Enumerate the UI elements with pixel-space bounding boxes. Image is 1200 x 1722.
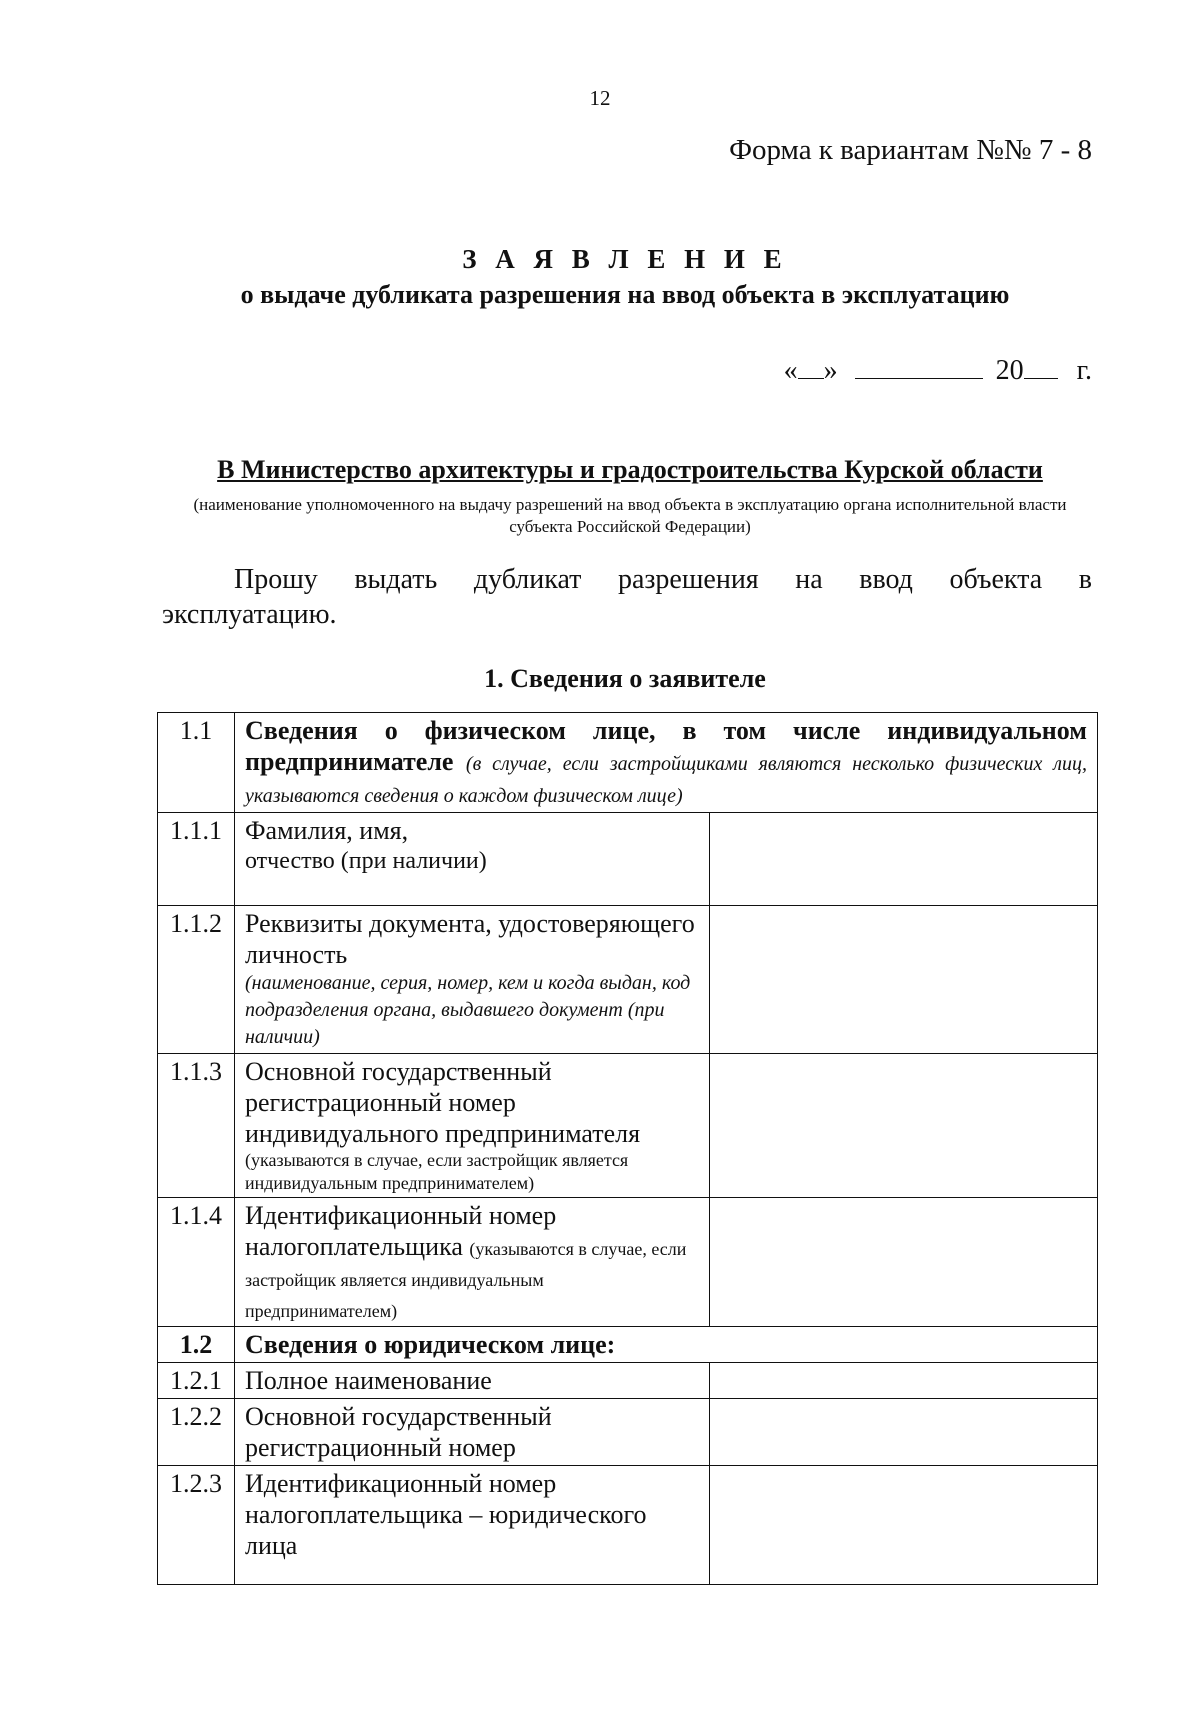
table-row xyxy=(158,1363,1098,1399)
month-blank[interactable] xyxy=(855,354,983,379)
table-row xyxy=(158,1466,1098,1585)
row-number: 1.1.3 xyxy=(158,1054,235,1198)
request-line-2: эксплуатацию. xyxy=(162,599,337,630)
authority-note: (наименование уполномоченного на выдачу разрешений на ввод объекта в эксплуатацию органа исполнительной власти субъекта Российской Федерации) xyxy=(193,495,1067,536)
row-number: 1.1.1 xyxy=(158,813,235,906)
row-number: 1.1 xyxy=(158,713,235,813)
year-blank[interactable] xyxy=(1024,354,1058,379)
request-word: на xyxy=(795,564,823,595)
identity-document-field[interactable] xyxy=(710,906,1098,1054)
authority-name: В Министерство архитектуры и градостроительства Курской области xyxy=(217,455,1043,484)
request-word: Прошу xyxy=(234,564,318,595)
table-row xyxy=(158,906,1098,1054)
row-label-line: отчество (при наличии) xyxy=(245,848,487,874)
row-number: 1.2.2 xyxy=(158,1399,235,1466)
table-row xyxy=(158,713,1098,813)
ogrn-field[interactable] xyxy=(710,1399,1098,1466)
row-label xyxy=(235,713,1098,813)
request-word: дубликат xyxy=(473,564,582,595)
form-reference: Форма к вариантам №№ 7 - 8 xyxy=(729,134,1092,166)
date-open-quote: « xyxy=(783,355,798,386)
day-blank[interactable] xyxy=(798,354,824,379)
ogrnip-field[interactable] xyxy=(710,1054,1098,1198)
row-label-text: Основной государственный регистрационный номер индивидуального предпринимателя xyxy=(245,1057,641,1148)
row-label xyxy=(235,1198,710,1327)
full-company-name-field[interactable] xyxy=(710,1363,1098,1399)
full-name-field[interactable] xyxy=(710,813,1098,906)
request-word: разрешения xyxy=(617,564,759,595)
row-number: 1.1.2 xyxy=(158,906,235,1054)
inn-individual-field[interactable] xyxy=(710,1198,1098,1327)
row-title: Сведения о физическом лице, в том числе индивидуальном предпринимателе xyxy=(245,716,1087,776)
document-title: З А Я В Л Е Н И Е xyxy=(462,244,788,274)
table-row xyxy=(158,1054,1098,1198)
request-line-1 xyxy=(162,562,1092,597)
row-label-text: Реквизиты документа, удостоверяющего личность xyxy=(245,909,695,969)
table-row xyxy=(158,1198,1098,1327)
page-number: 12 xyxy=(589,86,611,110)
row-note: (указываются в случае, если застройщик является индивидуальным предпринимателем) xyxy=(245,1239,687,1321)
year-suffix: г. xyxy=(1076,355,1092,386)
row-number: 1.2.1 xyxy=(158,1363,235,1399)
row-label-line: Фамилия, имя, xyxy=(245,816,409,845)
row-label-text: Основной государственный регистрационный номер xyxy=(235,1399,710,1466)
row-title: Сведения о юридическом лице: xyxy=(235,1327,1098,1363)
applicant-table xyxy=(157,712,1098,1585)
row-label-text: Идентификационный номер налогоплательщика xyxy=(245,1201,557,1261)
table-row xyxy=(158,1399,1098,1466)
inn-company-field[interactable] xyxy=(710,1466,1098,1585)
row-label xyxy=(235,1054,710,1198)
year-prefix: 20 xyxy=(995,355,1024,386)
request-text xyxy=(162,562,1092,632)
row-note: (указываются в случае, если застройщик является индивидуальным предпринимателем) xyxy=(245,1150,629,1193)
request-word: выдать xyxy=(354,564,438,595)
date-line xyxy=(784,354,1092,387)
row-number: 1.1.4 xyxy=(158,1198,235,1327)
row-label-text: Полное наименование xyxy=(235,1363,710,1399)
request-word: ввод xyxy=(859,564,913,595)
row-note: (наименование, серия, номер, кем и когда выдан, код подразделения органа, выдавшего документ (при наличии) xyxy=(245,972,691,1048)
row-note: (в случае, если застройщиками являются несколько физических лиц, указываются сведения о каждом физическом лице) xyxy=(245,753,1087,807)
row-number: 1.2.3 xyxy=(158,1466,235,1585)
table-row xyxy=(158,1327,1098,1363)
row-number: 1.2 xyxy=(158,1327,235,1363)
table-row xyxy=(158,813,1098,906)
row-label-text: Идентификационный номер налогоплательщика – юридического лица xyxy=(235,1466,710,1585)
document-subtitle: о выдаче дубликата разрешения на ввод объекта в эксплуатацию xyxy=(240,280,1010,309)
row-label xyxy=(235,906,710,1054)
row-label xyxy=(235,813,710,906)
request-word: объекта xyxy=(949,564,1043,595)
request-word: в xyxy=(1078,564,1092,595)
section-heading: 1. Сведения о заявителе xyxy=(484,664,766,693)
date-close-quote: » xyxy=(823,355,838,386)
